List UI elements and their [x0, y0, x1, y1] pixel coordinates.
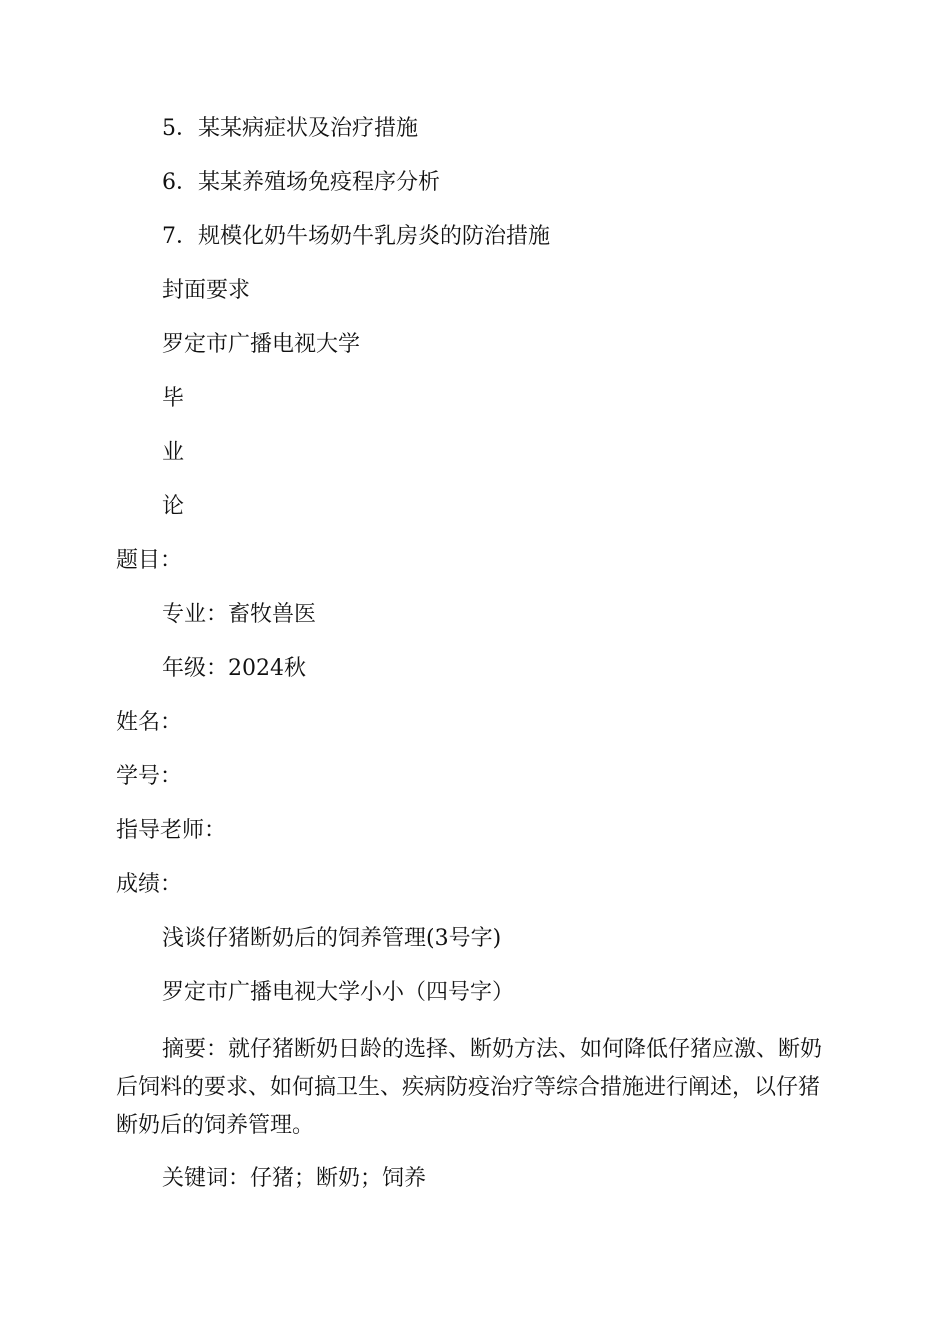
abstract-paragraph: 摘要：就仔猪断奶日龄的选择、断奶方法、如何降低仔猪应激、断奶后饲料的要求、如何搞卫生、疾病防疫治疗等综合措施进行阐述，以仔猪断奶后的饲养管理。 — [116, 1037, 823, 1138]
cover-requirements-heading: 封面要求 — [162, 278, 251, 303]
name-field: 姓名： — [116, 710, 183, 735]
score-field: 成绩： — [116, 872, 183, 897]
major-field: 专业：畜牧兽医 — [162, 602, 317, 627]
keywords-line: 关键词：仔猪；断奶；饲养 — [162, 1166, 427, 1191]
cover-char-ye: 业 — [162, 440, 185, 465]
author-line: 罗定市广播电视大学小小（四号字） — [162, 980, 515, 1005]
grade-field: 年级：2024秋 — [162, 656, 306, 681]
list-item-7: 7．规模化奶牛场奶牛乳房炎的防治措施 — [162, 224, 550, 249]
student-id-field: 学号： — [116, 764, 183, 789]
title-field: 题目： — [116, 548, 183, 573]
paper-title: 浅谈仔猪断奶后的饲养管理(3号字) — [162, 926, 502, 951]
cover-char-lun: 论 — [162, 494, 185, 519]
advisor-field: 指导老师： — [116, 818, 227, 843]
cover-char-bi: 毕 — [162, 386, 185, 411]
list-item-5: 5．某某病症状及治疗措施 — [162, 116, 418, 141]
university-name: 罗定市广播电视大学 — [162, 332, 361, 357]
list-item-6: 6．某某养殖场免疫程序分析 — [162, 170, 440, 195]
